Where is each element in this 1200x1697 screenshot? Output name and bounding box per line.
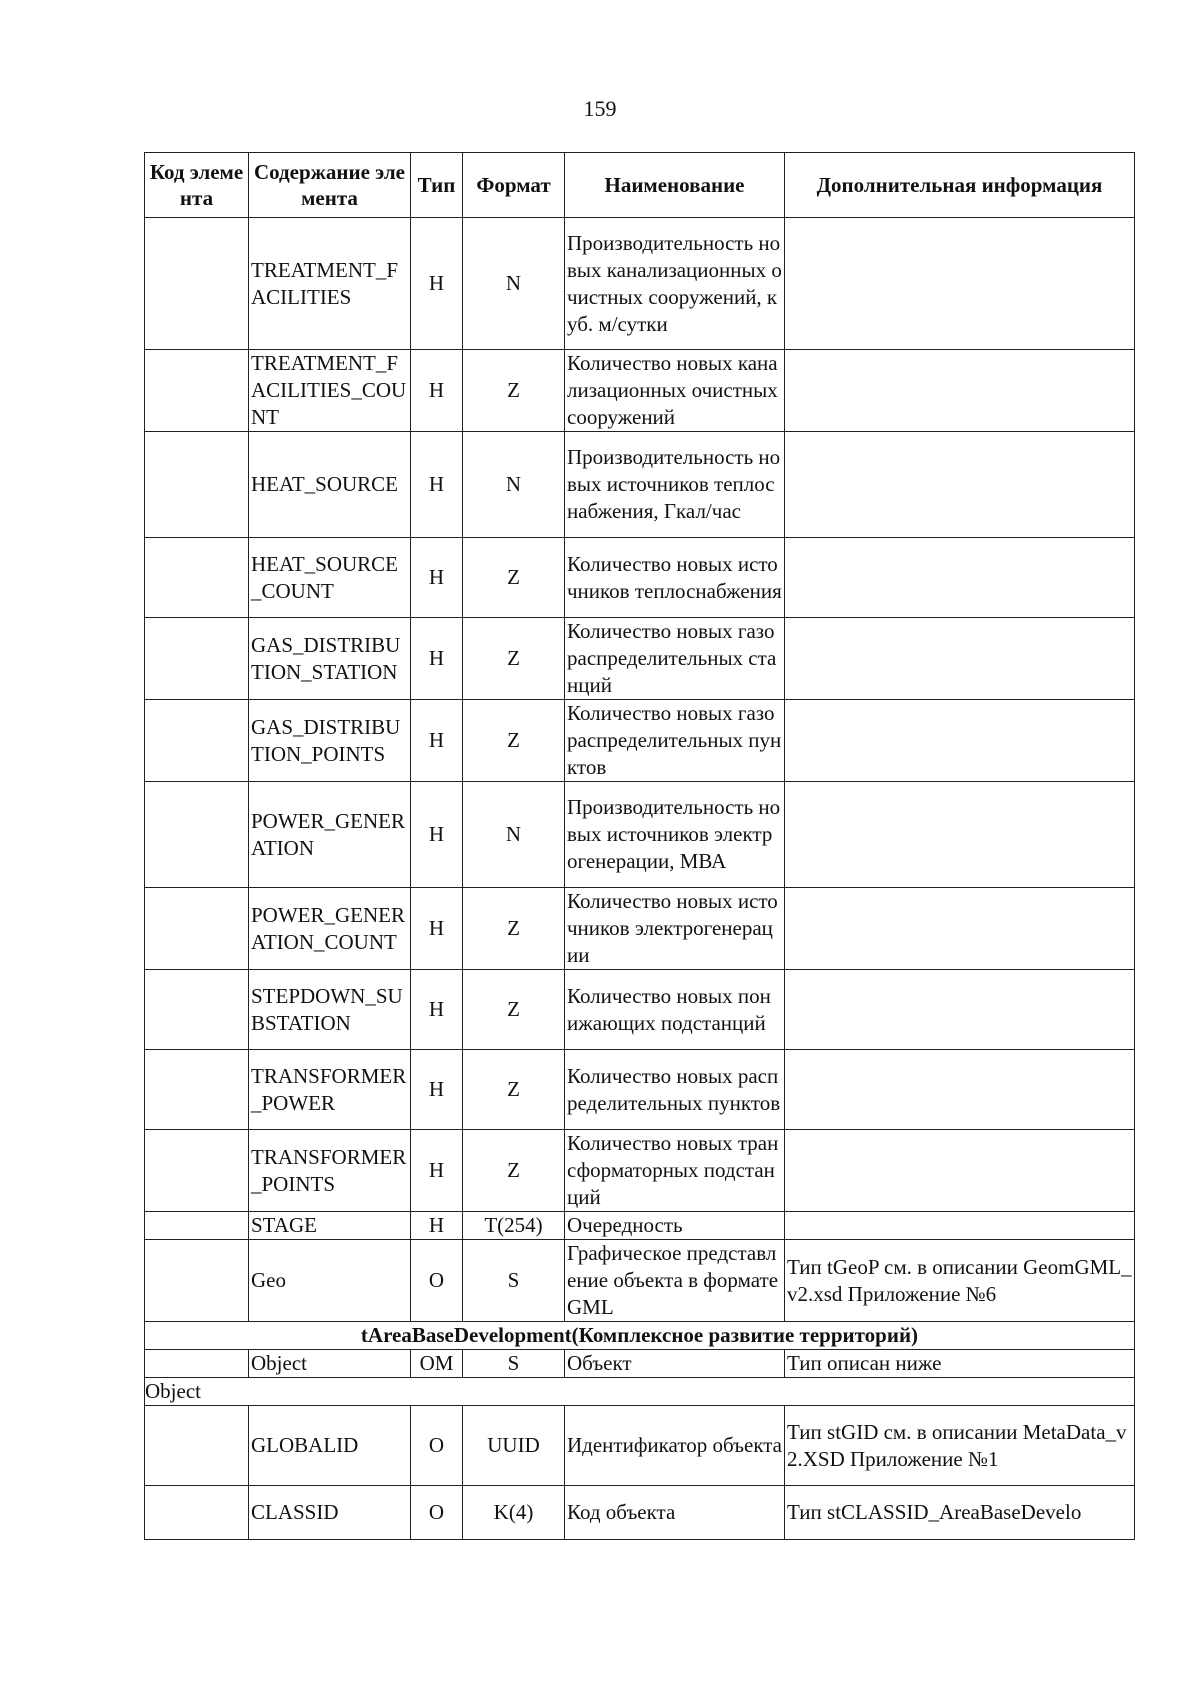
cell-format: N	[463, 218, 565, 350]
header-type: Тип	[411, 153, 463, 218]
table-row	[145, 350, 1135, 432]
cell-type: H	[411, 618, 463, 700]
cell-name: Производительность новых канализационных очистных сооружений, куб. м/сутки	[565, 218, 785, 350]
cell-code	[145, 1130, 249, 1212]
cell-info: Тип stGID см. в описании MetaData_v2.XSD Приложение №1	[785, 1406, 1135, 1486]
cell-code	[145, 1350, 249, 1378]
cell-name: Количество новых канализационных очистных сооружений	[565, 350, 785, 432]
cell-code	[145, 538, 249, 618]
cell-format: Z	[463, 350, 565, 432]
cell-info: Тип описан ниже	[785, 1350, 1135, 1378]
cell-format: Z	[463, 618, 565, 700]
cell-name: Производительность новых источников теплоснабжения, Гкал/час	[565, 432, 785, 538]
table-row	[145, 1240, 1135, 1322]
cell-format: Z	[463, 970, 565, 1050]
cell-format: Z	[463, 538, 565, 618]
cell-info: Тип tGeoP см. в описании GeomGML_v2.xsd Приложение №6	[785, 1240, 1135, 1322]
cell-content: TRANSFORMER_POINTS	[249, 1130, 411, 1212]
cell-content: POWER_GENERATION_COUNT	[249, 888, 411, 970]
section-row	[145, 1322, 1135, 1350]
cell-format: T(254)	[463, 1212, 565, 1240]
table-row	[145, 1050, 1135, 1130]
cell-type: H	[411, 218, 463, 350]
cell-format: Z	[463, 1050, 565, 1130]
cell-code	[145, 1240, 249, 1322]
cell-name: Количество новых понижающих подстанций	[565, 970, 785, 1050]
cell-format: K(4)	[463, 1486, 565, 1540]
cell-info	[785, 888, 1135, 970]
cell-info	[785, 218, 1135, 350]
cell-type: O	[411, 1406, 463, 1486]
cell-type: H	[411, 888, 463, 970]
table-row	[145, 618, 1135, 700]
table-row	[145, 538, 1135, 618]
cell-format: N	[463, 432, 565, 538]
table-row	[145, 1130, 1135, 1212]
cell-info	[785, 782, 1135, 888]
cell-content: Geo	[249, 1240, 411, 1322]
cell-code	[145, 888, 249, 970]
cell-name: Производительность новых источников электрогенерации, МВА	[565, 782, 785, 888]
cell-type: H	[411, 782, 463, 888]
cell-format: S	[463, 1350, 565, 1378]
cell-name: Количество новых источников электрогенерации	[565, 888, 785, 970]
header-name: Наименование	[565, 153, 785, 218]
cell-info	[785, 432, 1135, 538]
cell-info: Тип stCLASSID_AreaBaseDevelo	[785, 1486, 1135, 1540]
cell-content: TREATMENT_FACILITIES_COUNT	[249, 350, 411, 432]
cell-format: Z	[463, 888, 565, 970]
table-row	[145, 218, 1135, 350]
table-row	[145, 432, 1135, 538]
cell-code	[145, 218, 249, 350]
cell-name: Графическое представление объекта в формате GML	[565, 1240, 785, 1322]
cell-content: STAGE	[249, 1212, 411, 1240]
cell-content: TREATMENT_FACILITIES	[249, 218, 411, 350]
table-row	[145, 700, 1135, 782]
cell-info	[785, 970, 1135, 1050]
cell-code	[145, 782, 249, 888]
cell-code	[145, 618, 249, 700]
cell-content: POWER_GENERATION	[249, 782, 411, 888]
cell-name: Количество новых распределительных пунктов	[565, 1050, 785, 1130]
table-row	[145, 1212, 1135, 1240]
header-code: Код элемента	[145, 153, 249, 218]
cell-code	[145, 350, 249, 432]
table-row	[145, 1406, 1135, 1486]
cell-name: Идентификатор объекта	[565, 1406, 785, 1486]
subsection-row	[145, 1378, 1135, 1406]
cell-type: OM	[411, 1350, 463, 1378]
cell-type: H	[411, 700, 463, 782]
page-number: 159	[583, 96, 617, 121]
object-body	[145, 1406, 1135, 1540]
cell-content: TRANSFORMER_POWER	[249, 1050, 411, 1130]
cell-name: Количество новых газораспределительных пунктов	[565, 700, 785, 782]
table-row	[145, 970, 1135, 1050]
element-table	[144, 152, 1135, 1540]
cell-name: Количество новых газораспределительных станций	[565, 618, 785, 700]
cell-info	[785, 538, 1135, 618]
cell-name: Очередность	[565, 1212, 785, 1240]
cell-type: H	[411, 1212, 463, 1240]
section-title: tAreaBaseDevelopment(Комплексное развитие территорий)	[145, 1322, 1135, 1350]
cell-content: CLASSID	[249, 1486, 411, 1540]
cell-type: H	[411, 538, 463, 618]
table-row	[145, 1486, 1135, 1540]
cell-name: Количество новых источников теплоснабжения	[565, 538, 785, 618]
cell-content: HEAT_SOURCE	[249, 432, 411, 538]
table-body	[145, 218, 1135, 1322]
cell-content: GAS_DISTRIBUTION_STATION	[249, 618, 411, 700]
cell-format: UUID	[463, 1406, 565, 1486]
table-row	[145, 1350, 1135, 1378]
cell-code	[145, 432, 249, 538]
cell-code	[145, 970, 249, 1050]
cell-info	[785, 350, 1135, 432]
cell-type: O	[411, 1240, 463, 1322]
cell-format: N	[463, 782, 565, 888]
cell-type: H	[411, 1130, 463, 1212]
cell-code	[145, 1212, 249, 1240]
cell-info	[785, 700, 1135, 782]
cell-content: STEPDOWN_SUBSTATION	[249, 970, 411, 1050]
cell-content: GLOBALID	[249, 1406, 411, 1486]
cell-format: Z	[463, 1130, 565, 1212]
cell-format: S	[463, 1240, 565, 1322]
cell-type: H	[411, 970, 463, 1050]
cell-content: GAS_DISTRIBUTION_POINTS	[249, 700, 411, 782]
subsection-title: Object	[145, 1378, 1135, 1406]
cell-code	[145, 700, 249, 782]
cell-name: Объект	[565, 1350, 785, 1378]
cell-info	[785, 1130, 1135, 1212]
cell-content: Object	[249, 1350, 411, 1378]
cell-type: O	[411, 1486, 463, 1540]
cell-type: H	[411, 1050, 463, 1130]
section-body	[145, 1350, 1135, 1378]
cell-type: H	[411, 432, 463, 538]
cell-format: Z	[463, 700, 565, 782]
cell-code	[145, 1050, 249, 1130]
cell-info	[785, 618, 1135, 700]
cell-code	[145, 1486, 249, 1540]
cell-info	[785, 1050, 1135, 1130]
header-format: Формат	[463, 153, 565, 218]
cell-type: H	[411, 350, 463, 432]
header-info: Дополнительная информация	[785, 153, 1135, 218]
cell-name: Код объекта	[565, 1486, 785, 1540]
header-content: Содержание элемента	[249, 153, 411, 218]
table-header-row	[145, 153, 1135, 218]
table-row	[145, 888, 1135, 970]
cell-info	[785, 1212, 1135, 1240]
cell-content: HEAT_SOURCE_COUNT	[249, 538, 411, 618]
table-row	[145, 782, 1135, 888]
cell-code	[145, 1406, 249, 1486]
cell-name: Количество новых трансформаторных подстанций	[565, 1130, 785, 1212]
